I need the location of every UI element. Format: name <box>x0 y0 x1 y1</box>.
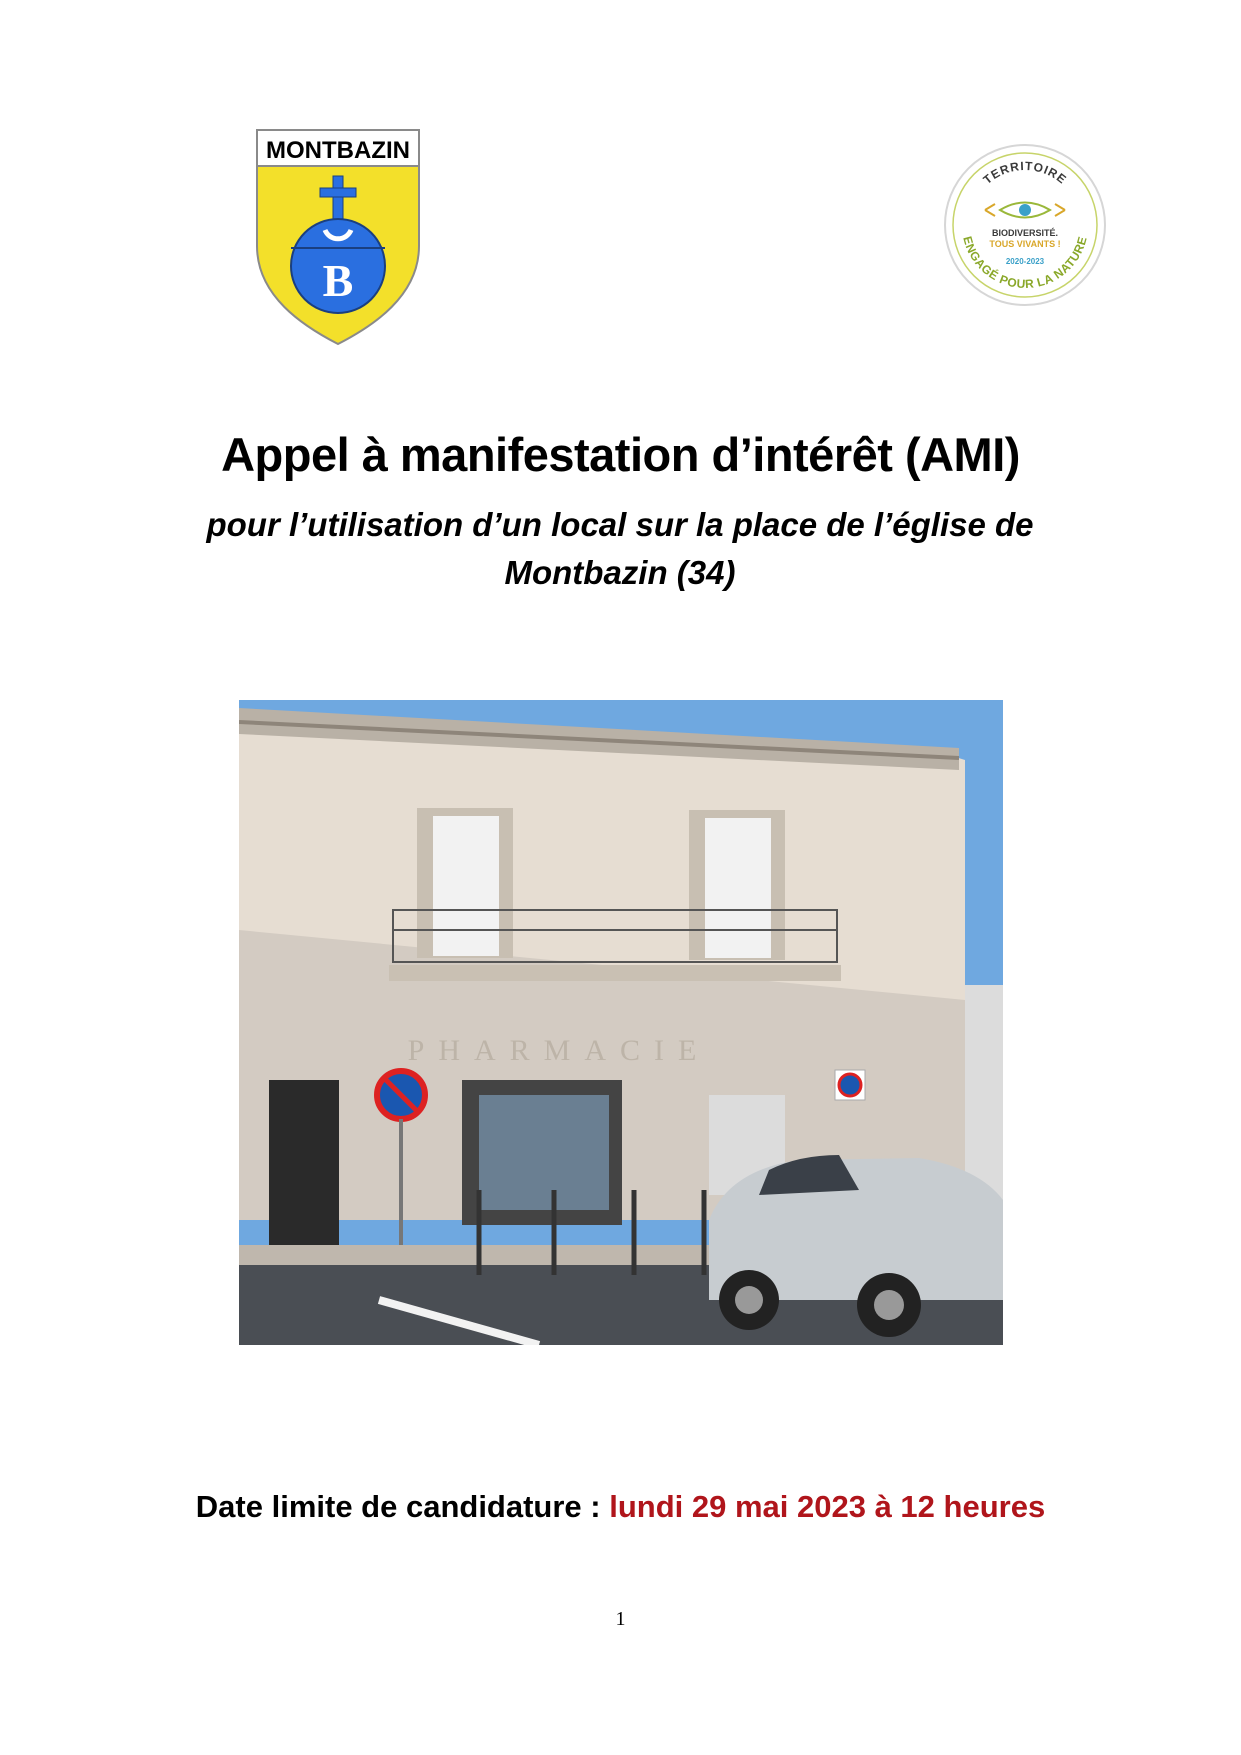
territoire-top-text: TERRITOIRE <box>980 158 1070 188</box>
subtitle-line-1: pour l’utilisation d’un local sur la place de l’église de <box>206 506 1034 543</box>
montbazin-coat-of-arms-logo <box>253 126 423 347</box>
deadline-value: lundi 29 mai 2023 à 12 heures <box>609 1489 1046 1524</box>
document-title: Appel à manifestation d’intérêt (AMI) <box>221 428 1020 481</box>
territoire-years-text: 2020-2023 <box>1005 257 1045 266</box>
territoire-engage-nature-badge-logo <box>940 140 1110 310</box>
montbazin-logo-letter: B <box>322 255 354 306</box>
facade-sign-text: PHARMACIE <box>407 1034 711 1067</box>
page-number: 1 <box>615 1608 626 1630</box>
territoire-middle-text-2: TOUS VIVANTS ! <box>989 239 1061 249</box>
territoire-middle-text-1: BIODIVERSITÉ. <box>991 228 1059 238</box>
montbazin-logo-label: MONTBAZIN <box>266 137 410 164</box>
application-deadline <box>0 1489 1241 1525</box>
document-subtitle <box>120 501 1120 597</box>
subtitle-line-2: Montbazin (34) <box>504 554 736 591</box>
territoire-bottom-text: ENGAGÉ POUR LA NATURE <box>960 234 1090 292</box>
deadline-label: Date limite de candidature : <box>195 1489 610 1524</box>
building-facade-photo <box>239 700 1003 1345</box>
